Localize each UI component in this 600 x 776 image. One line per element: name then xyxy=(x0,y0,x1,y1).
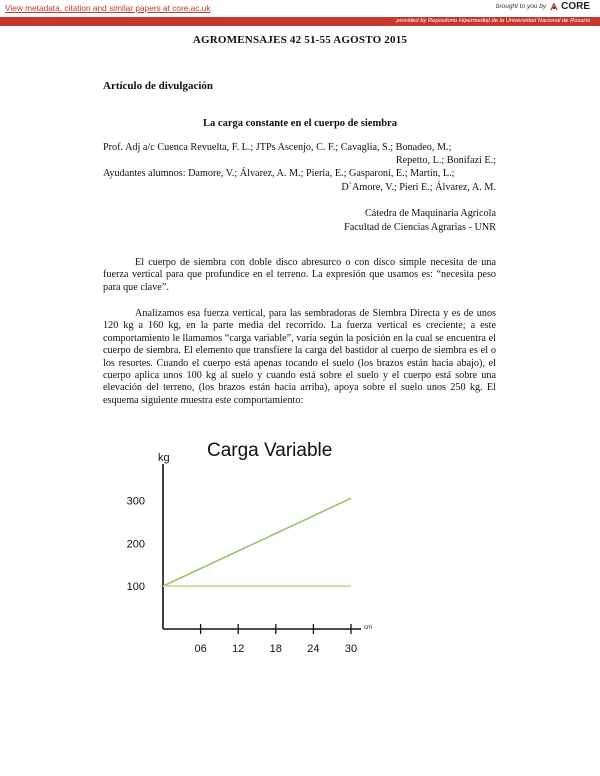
authors-line: Ayudantes alumnos: Damore, V.; Álvarez, A. M.; Pieria, E.; Gasparoni, E.; Martín, L.; xyxy=(103,168,455,180)
x-tick-label: 24 xyxy=(307,643,320,655)
authors-line: Prof. Adj a/c Cuenca Revuelta, F. L.; JTPs Ascenjo, C. F.; Cavaglia, S.; Bonadeo, M.; xyxy=(103,142,452,153)
core-brand-text: CORE xyxy=(561,1,590,12)
affiliation-block xyxy=(103,207,496,235)
x-tick-label: 30 xyxy=(344,643,358,655)
affiliation-faculty: Facultad de Ciencias Agrarias - UNR xyxy=(344,222,496,233)
core-logo[interactable] xyxy=(549,1,590,12)
x-tick-label: 12 xyxy=(232,643,245,655)
affiliation-chair: Cátedra de Maquinaria Agrícola xyxy=(365,208,496,219)
authors-block xyxy=(103,141,496,194)
core-branding xyxy=(496,1,590,12)
core-logo-icon xyxy=(549,2,559,12)
y-tick-label: 100 xyxy=(126,581,145,594)
y-tick-label: 300 xyxy=(126,495,145,508)
y-tick-label: 200 xyxy=(126,538,145,551)
x-tick-label: 06 xyxy=(194,643,207,655)
y-axis-label: kg xyxy=(158,452,170,464)
series-line xyxy=(163,498,351,586)
journal-header: AGROMENSAJES 42 51-55 AGOSTO 2015 xyxy=(192,34,408,46)
core-metadata-link[interactable]: View metadata, citation and similar papers at core.ac.uk xyxy=(5,3,211,13)
article-title: La carga constante en el cuerpo de siembra xyxy=(203,118,397,129)
brought-by-text: brought to you by xyxy=(495,3,547,10)
chart-series xyxy=(163,498,351,586)
section-label: Artículo de divulgación xyxy=(103,80,214,92)
core-provided-strip xyxy=(0,17,600,26)
x-tick-label: 18 xyxy=(269,643,282,655)
authors-line: Repetto, L.; Bonifazi E.; xyxy=(395,155,496,167)
body-paragraph-2: Analizamos esa fuerza vertical, para las sembradoras de Siembra Directa y es de unos 120 kg a 160 kg, en la parte media del recorrido. La fuerza vertical es creciente; a este comportamiento le llamamos “carga variable”, varía según la posición en la cual se encuentra el cuerpo de siembra. El elemento que transfiere la carga del bastidor al cuerpo de siembra es el o los resortes. Cuando el cuerpo está apenas tocando el suelo (los brazos están hacia abajo), el cuerpo aplica unos 100 kg al suelo y cuando está sobre el suelo y el cuerpo está sobre una elevación del terreno, (los brazos están hacia arriba), apoya sobre el suelo unos 250 kg. El esquema siguiente muestra este comportamiento: xyxy=(103,308,496,406)
provided-by-text[interactable]: provided by Repositorio Hipermedial de la Universidad Nacional de Rosario xyxy=(396,18,590,24)
x-axis-label: cm xyxy=(364,625,372,631)
authors-line: D`Amore, V.; Pieri E.; Álvarez, A. M. xyxy=(341,181,496,193)
body-paragraph-1: El cuerpo de siembra con doble disco abresurco o con disco simple necesita de una fuerza vertical para que profundice en el terreno. La expresión que usamos es: “necesita peso para que clave”. xyxy=(103,257,496,293)
chart-axes xyxy=(163,464,361,629)
chart-title: Carga Variable xyxy=(207,440,333,461)
chart-ticks xyxy=(127,495,357,655)
carga-variable-chart xyxy=(110,432,390,662)
core-header-bar xyxy=(0,0,600,28)
